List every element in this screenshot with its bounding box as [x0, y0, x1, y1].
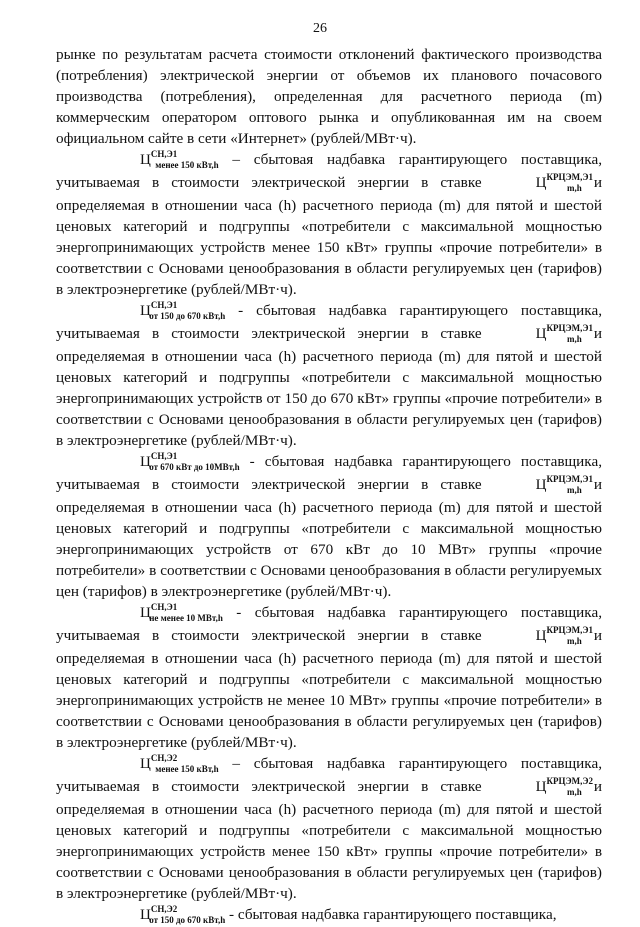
tariff-symbol: $Ц^{СН,Э2}_{от 150 до 670 кВт,h}$	[140, 904, 226, 925]
definition-entry	[56, 451, 602, 602]
definition-paragraph: $Ц^{СН,Э1}_{не менее 10 МВт,h}$ - сбытовая надбавка гарантирующего поставщика, учитываемая в стоимости электрической энергии в ставке $Ц^{КРЦЭМ,Э1}_{m,h}$ и определяемая в отношении часа (h) расчетного периода (m) для пятой и шестой ценовых категорий и подгруппы «потребители с максимальной мощностью энергопринимающих устройств не менее 10 МВт» группы «прочие потребители» в соответствии с Основами ценообразования в области регулируемых цен (тарифов) в электроэнергетике (рублей/МВт·ч).	[56, 602, 602, 751]
tariff-symbol: $Ц^{СН,Э1}_{менее 150 кВт,h}$	[140, 149, 219, 170]
definition-paragraph: $Ц^{СН,Э1}_{от 150 до 670 кВт,h}$ - сбытовая надбавка гарантирующего поставщика, учитываемая в стоимости электрической энергии в ставке $Ц^{КРЦЭМ,Э1}_{m,h}$ и определяемая в отношении часа (h) расчетного периода (m) для пятой и шестой ценовых категорий и подгруппы «потребители с максимальной мощностью энергопринимающих устройств от 150 до 670 кВт» группы «прочие потребители» в соответствии с Основами ценообразования в области регулируемых цен (тарифов) в электроэнергетике (рублей/МВт·ч).	[56, 300, 602, 449]
definition-paragraph: $Ц^{СН,Э1}_{от 670 кВт до 10МВт,h}$ - сбытовая надбавка гарантирующего поставщика, учитываемая в стоимости электрической энергии в ставке $Ц^{КРЦЭМ,Э1}_{m,h}$ и определяемая в отношении часа (h) расчетного периода (m) для пятой и шестой ценовых категорий и подгруппы «потребители с максимальной мощностью энергопринимающих устройств от 670 кВт до 10 МВт» группы «прочие потребители» в соответствии с Основами ценообразования в области регулируемых цен (тарифов) в электроэнергетике (рублей/МВт·ч).	[56, 451, 602, 600]
rate-symbol: $Ц^{КРЦЭМ,Э1}_{m,h}$	[535, 474, 593, 495]
tariff-symbol: $Ц^{СН,Э1}_{не менее 10 МВт,h}$	[140, 602, 223, 623]
definition-paragraph: $Ц^{СН,Э2}_{менее 150 кВт,h}$ – сбытовая надбавка гарантирующего поставщика, учитываемая в стоимости электрической энергии в ставке $Ц^{КРЦЭМ,Э2}_{m,h}$ и определяемая в отношении часа (h) расчетного периода (m) для пятой и шестой ценовых категорий и подгруппы «потребители с максимальной мощностью энергопринимающих устройств менее 150 кВт» группы «прочие потребители» в соответствии с Основами ценообразования в области регулируемых цен (тарифов) в электроэнергетике (рублей/МВт·ч).	[56, 753, 602, 902]
rate-symbol: $Ц^{КРЦЭМ,Э1}_{m,h}$	[535, 172, 593, 193]
definition-entry	[56, 149, 602, 300]
definition-entry	[56, 904, 602, 927]
definition-paragraph: $Ц^{СН,Э2}_{от 150 до 670 кВт,h}$ - сбытовая надбавка гарантирующего поставщика,	[56, 904, 602, 927]
definition-entry	[56, 753, 602, 904]
rate-symbol: $Ц^{КРЦЭМ,Э1}_{m,h}$	[535, 323, 593, 344]
definition-entry	[56, 602, 602, 753]
tariff-symbol: $Ц^{СН,Э1}_{от 150 до 670 кВт,h}$	[140, 300, 226, 321]
rate-symbol: $Ц^{КРЦЭМ,Э1}_{m,h}$	[535, 625, 593, 646]
definition-paragraph: $Ц^{СН,Э1}_{менее 150 кВт,h}$ – сбытовая надбавка гарантирующего поставщика, учитываемая в стоимости электрической энергии в ставке $Ц^{КРЦЭМ,Э1}_{m,h}$ и определяемая в отношении часа (h) расчетного периода (m) для пятой и шестой ценовых категорий и подгруппы «потребители с максимальной мощностью энергопринимающих устройств менее 150 кВт» группы «прочие потребители» в соответствии с Основами ценообразования в области регулируемых цен (тарифов) в электроэнергетике (рублей/МВт·ч).	[56, 149, 602, 298]
document-body	[56, 44, 602, 927]
intro-paragraph: рынке по результатам расчета стоимости отклонений фактического производства (потребления) электрической энергии от объемов их планового почасового производства (потребления), определенная для расчетного периода (m) коммерческим оператором оптового рынка и опубликованная им на своем официальном сайте в сети «Интернет» (рублей/МВт·ч).	[56, 46, 602, 147]
page-number: 26	[313, 21, 327, 36]
rate-symbol: $Ц^{КРЦЭМ,Э2}_{m,h}$	[535, 776, 593, 797]
tariff-symbol: $Ц^{СН,Э2}_{менее 150 кВт,h}$	[140, 753, 219, 774]
definition-entry	[56, 300, 602, 451]
tariff-symbol: $Ц^{СН,Э1}_{от 670 кВт до 10МВт,h}$	[140, 451, 240, 472]
